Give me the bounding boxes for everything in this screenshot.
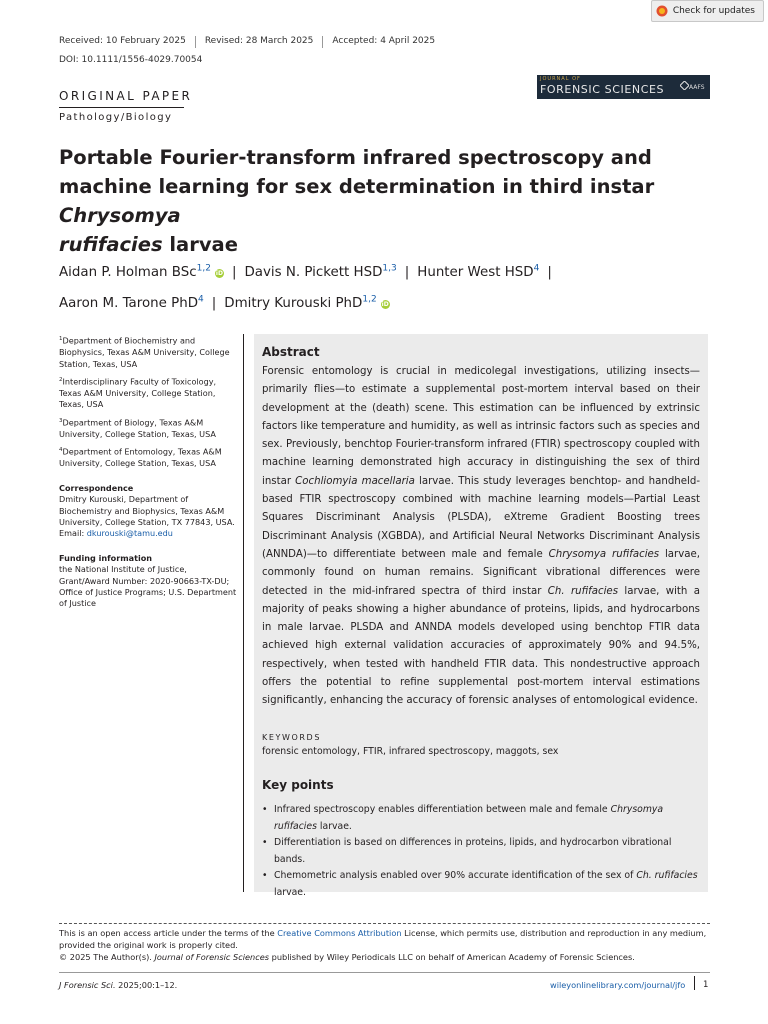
divider [322,36,323,48]
affiliation: $^1$Department of Biochemistry and Biophysics, Texas A&M University, College Station, Texas, USA [59,335,230,369]
affiliation: $^3$Department of Biology, Texas A&M University, College Station, Texas, USA [59,417,216,439]
orcid-icon[interactable]: iD [381,300,389,308]
affiliations-column [59,334,237,610]
author[interactable]: Aidan P. Holman BSc$^{1,2}$ iD [59,264,223,281]
article-dates [59,36,435,48]
author[interactable]: Davis N. Pickett HSD$^{1,3}$ [244,264,397,281]
divider [59,923,710,924]
list-item: • Differentiation is based on differences in proteins, lipids, and hydrocarbon vibrational bands. [262,837,672,865]
copyright-text: © 2025 The Author(s). Journal of Forensic Sciences published by Wiley Periodicals LLC on behalf of American Academy of Forensic Sciences. [59,952,635,962]
title-text: Portable Fourier-transform infrared spectroscopy and machine learning for sex determination in third instar [59,146,655,198]
article-type: ORIGINAL PAPER [59,89,193,103]
bullet-icon: • [262,837,268,848]
journal-url-link[interactable]: wileyonlinelibrary.com/journal/jfo [550,980,686,990]
correspondence-email: Email: dkurouski@tamu.edu [59,528,173,539]
logo-journal-name: FORENSIC SCIENCES [540,83,665,96]
article-title [59,143,719,259]
aafs-logo-icon [680,81,707,93]
logo-society: AAFS [689,84,705,91]
update-badge-icon [656,5,668,17]
bullet-icon: • [262,804,268,815]
keywords-heading: KEYWORDS [262,733,321,742]
key-points-heading: Key points [262,778,334,792]
list-item: • Chemometric analysis enabled over 90% accurate identification of the sex of Ch. rufifacies larvae. [262,870,698,898]
affiliation: $^2$Interdisciplinary Faculty of Toxicology, Texas A&M University, College Station, Texas, USA [59,376,217,410]
journal-logo [537,75,710,99]
divider [694,976,695,990]
email-link[interactable]: dkurouski@tamu.edu [86,528,173,539]
divider [59,107,184,108]
author[interactable]: Aaron M. Tarone PhD$^4$ [59,294,204,311]
affiliation: $^4$Department of Entomology, Texas A&M University, College Station, Texas, USA [59,447,222,469]
page-number: 1 [703,980,709,990]
author-list: Aidan P. Holman BSc$^{1,2}$ iD | Davis N. Pickett HSD$^{1,3}$ | Hunter West HSD$^4$ | Aaron M. Tarone PhD$^4$ | Dmitry Kurouski PhD$^{1,2}$ iD [59,264,552,311]
check-for-updates-label: Check for updates [672,6,755,16]
funding-heading: Funding information [59,552,153,563]
title-italic: rufifacies [59,233,163,256]
column-divider [243,334,244,892]
received-date: Received: 10 February 2025 [59,36,186,46]
accepted-date: Accepted: 4 April 2025 [332,36,436,46]
citation: J Forensic Sci. 2025;00:1–12. [59,980,178,990]
funding-text: the National Institute of Justice, Grant/Award Number: 2020-90663-TX-DU; Office of Justice Programs; U.S. Department of Justice [59,564,237,609]
logo-journal-of: JOURNAL OF [540,76,581,82]
author[interactable]: Dmitry Kurouski PhD$^{1,2}$ iD [224,294,389,311]
divider [59,972,710,973]
list-item: • Infrared spectroscopy enables differentiation between male and female Chrysomya rufifacies larvae. [262,804,664,832]
revised-date: Revised: 28 March 2025 [204,36,314,46]
correspondence-text: Dmitry Kurouski, Department of Biochemistry and Biophysics, Texas A&M University, College Station, TX 77843, USA. [59,494,235,528]
license-text: This is an open access article under the terms of the Creative Commons Attribution License, which permits use, distribution and reproduction in any medium, provided the original work is properly cited. [59,928,707,951]
keywords-text: forensic entomology, FTIR, infrared spectroscopy, maggots, sex [262,746,559,757]
orcid-icon[interactable]: iD [215,270,223,278]
article-section: Pathology/Biology [59,112,173,123]
key-points-list [262,802,702,901]
license-link[interactable]: Creative Commons Attribution [277,928,402,938]
title-italic: Chrysomya [59,204,181,227]
author[interactable]: Hunter West HSD$^4$ [417,264,540,281]
divider [195,36,196,48]
doi: DOI: 10.1111/1556-4029.70054 [59,55,203,65]
bullet-icon: • [262,870,268,881]
check-for-updates-button[interactable] [651,0,764,22]
abstract-text: Forensic entomology is crucial in medicolegal investigations, utilizing insects—primarily flies—to estimate a supplemental post-mortem interval based on their development at the (death) scene. This estimation can be influenced by extrinsic factors like temperature and humidity, as well as intrinsic factors such as species and sex. Previously, benchtop Fourier-transform infrared (FTIR) spectroscopy coupled with machine learning demonstrated high accuracy in distinguishing the sex of third instar Cochliomyia macellaria larvae. This study leverages benchtop- and handheld-based FTIR spectroscopy combined with machine learning models—Partial Least Squares Discriminant Analysis (PLSDA), eXtreme Gradient Boosting trees Discriminant Analysis (XGBDA), and Artificial Neural Networks Discriminant Analysis (ANNDA)—to differentiate between male and female Chrysomya rufifacies larvae, commonly found on human remains. Significant vibrational differences were detected in the mid-infrared spectra of third instar Ch. rufifacies larvae, with a majority of peaks showing a higher abundance of proteins, lipids, and hydrocarbons in male larvae. PLSDA and ANNDA models developed using benchtop FTIR data achieved high external validation accuracies of approximately 90% and 94.5%, respectively, when tested with handheld FTIR data. This nondestructive approach offers the potential to refine supplemental post-mortem interval estimations significantly, enhancing the accuracy of forensic analyses of entomological evidence. [262,366,701,707]
abstract-heading: Abstract [262,345,320,359]
correspondence-heading: Correspondence [59,482,134,493]
title-text: larvae [162,233,238,256]
